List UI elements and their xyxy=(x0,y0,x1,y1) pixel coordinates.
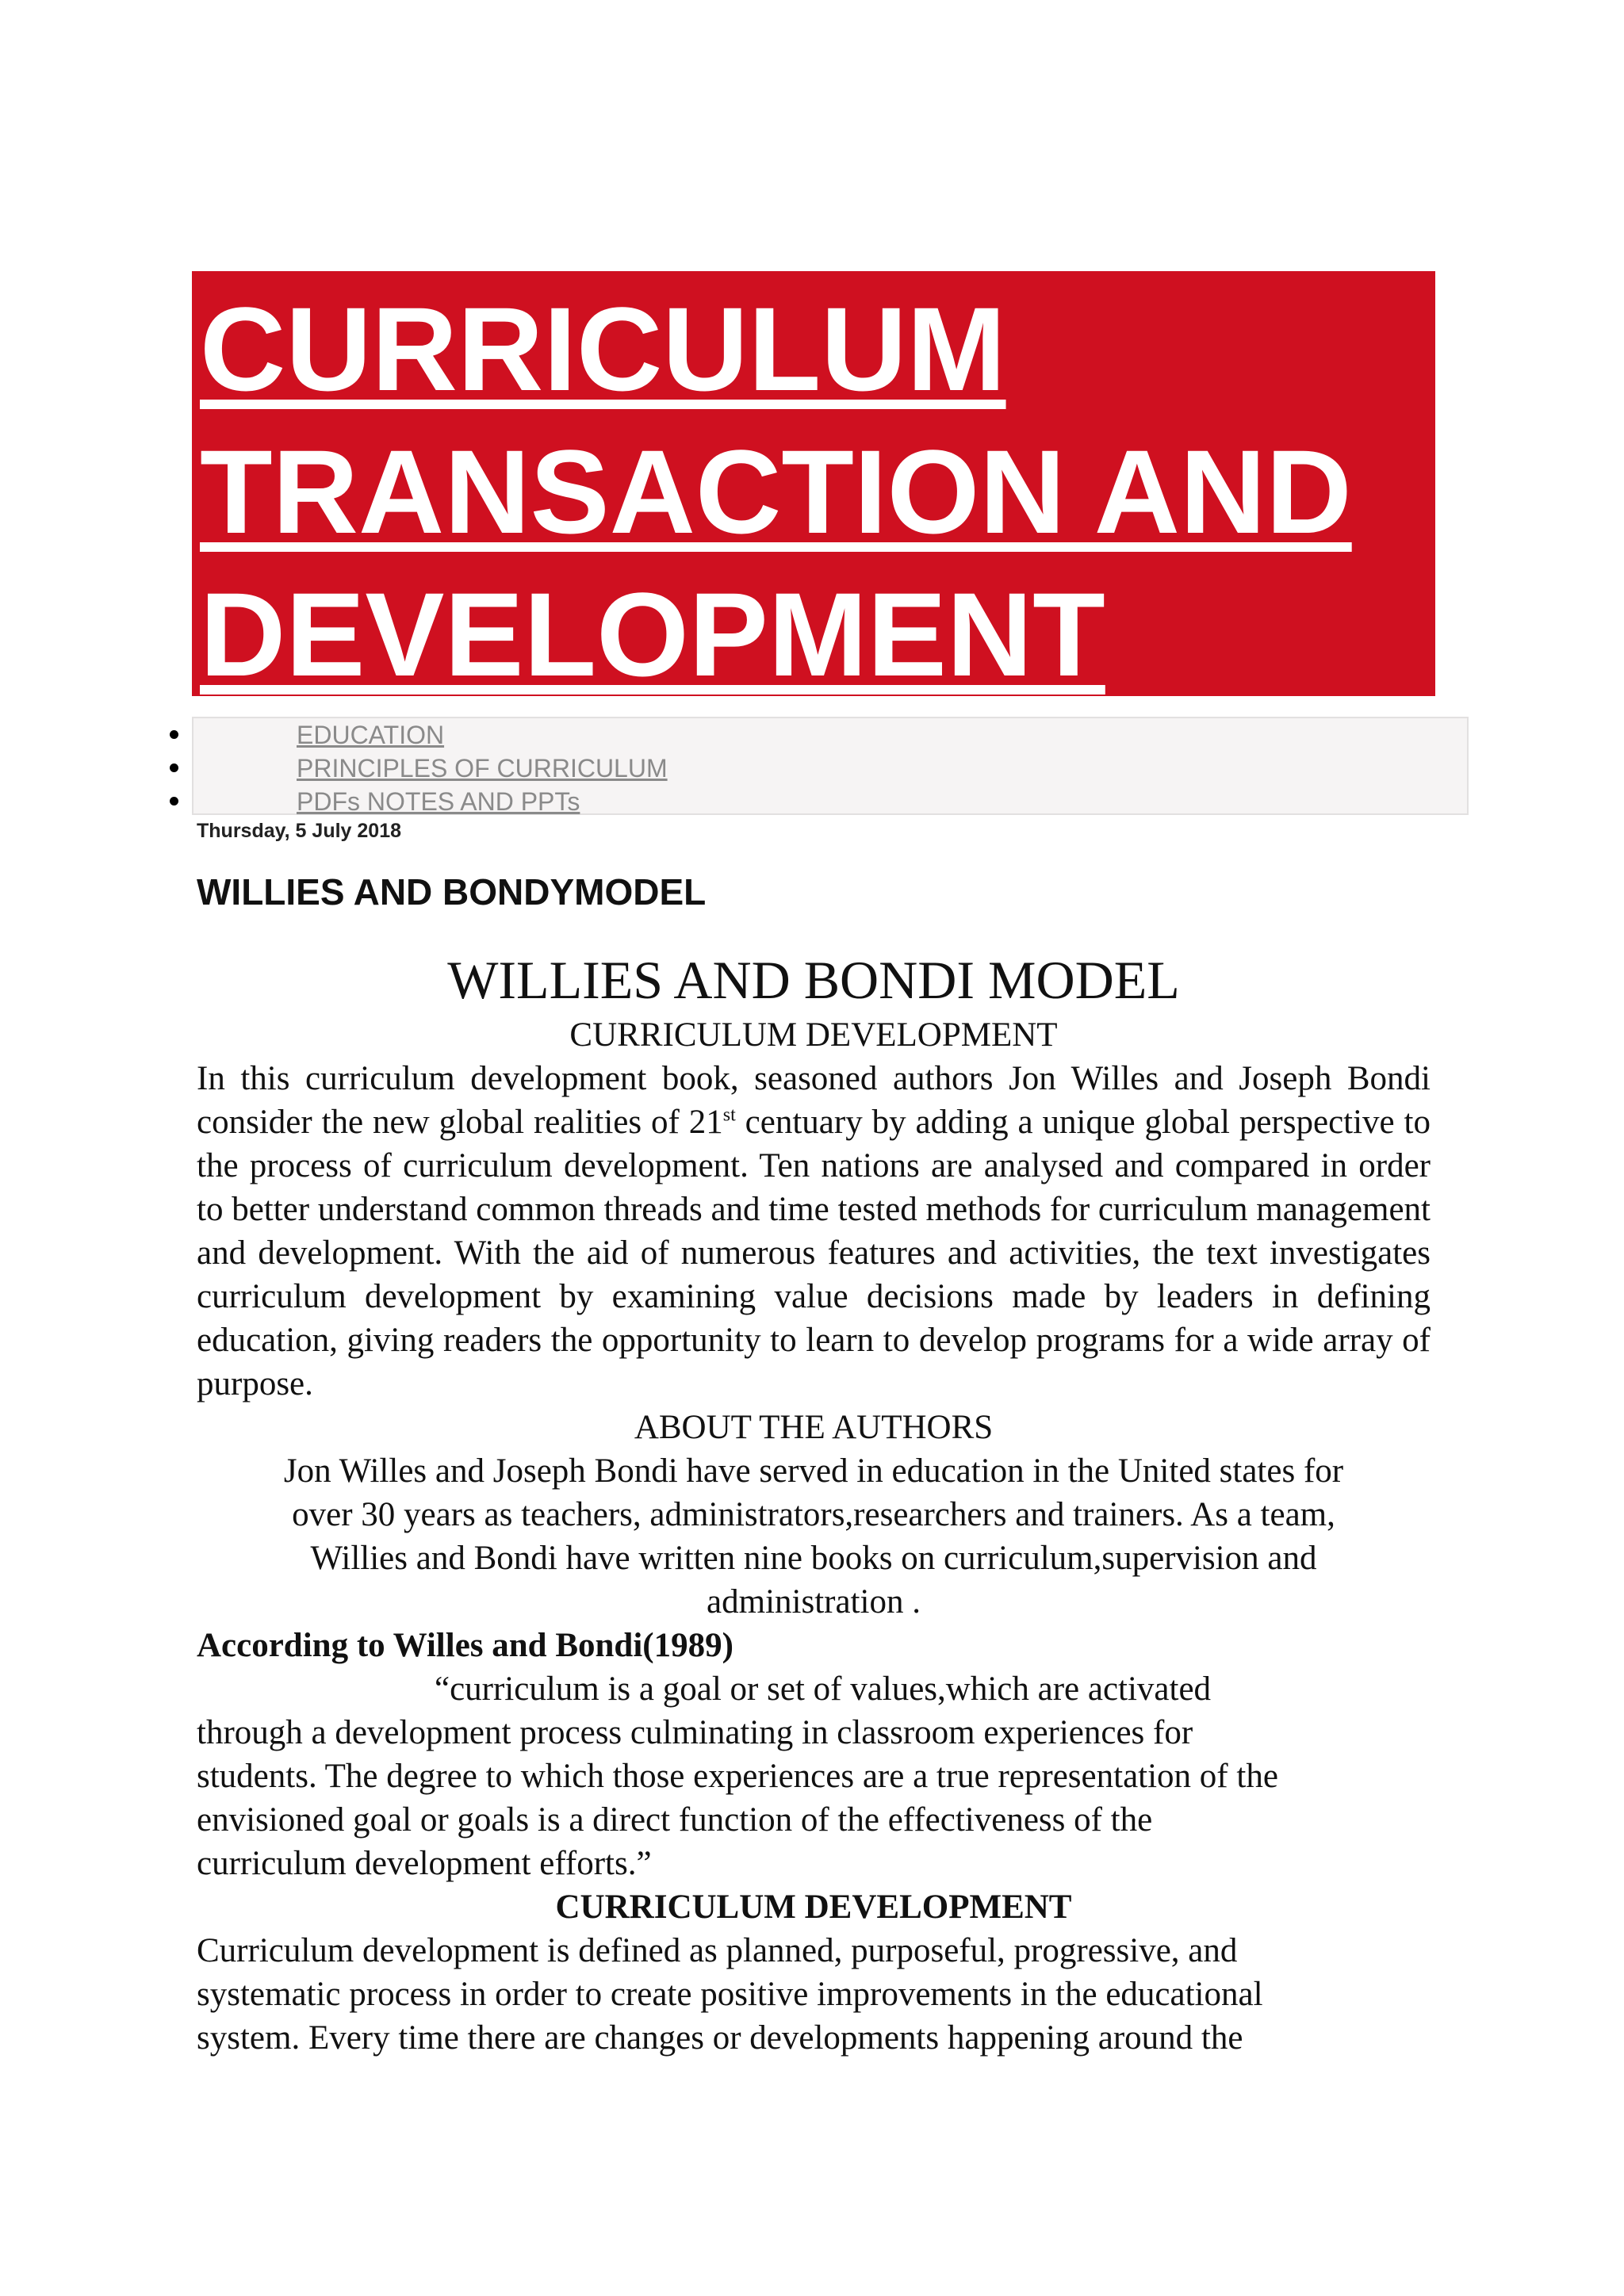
nav-item-principles-of-curriculum xyxy=(193,752,1467,785)
quote-line-4: envisioned goal or goals is a direct function of the effectiveness of the xyxy=(197,1801,1153,1839)
nav-link-principles-of-curriculum[interactable]: PRINCIPLES OF CURRICULUM xyxy=(297,754,668,783)
blog-title-link[interactable] xyxy=(200,282,1352,701)
blog-title-line-2: TRANSACTION AND xyxy=(200,425,1352,558)
bullet-icon xyxy=(170,763,178,772)
bullet-icon xyxy=(170,797,178,806)
document-subtitle: CURRICULUM DEVELOPMENT xyxy=(569,1016,1058,1054)
about-authors-heading: ABOUT THE AUTHORS xyxy=(634,1409,994,1446)
nav-menu xyxy=(192,717,1469,815)
nav-item-pdfs-notes xyxy=(193,785,1467,818)
quote-line-1: “curriculum is a goal or set of values,which are activated xyxy=(435,1670,1212,1708)
about-authors-line-2: over 30 years as teachers, administrators,researchers and trainers. As a team, xyxy=(292,1496,1335,1533)
quote-line-2: through a development process culminating in classroom experiences for xyxy=(197,1714,1193,1751)
blog-title-line-1: CURRICULUM xyxy=(200,282,1006,415)
quote-line-3: students. The degree to which those experiences are a true representation of the xyxy=(197,1758,1278,1795)
curriculum-development-line-2: systematic process in order to create positive improvements in the educational xyxy=(197,1976,1263,2013)
intro-superscript: st xyxy=(722,1104,736,1126)
quote-line-5: curriculum development efforts.” xyxy=(197,1845,652,1882)
curriculum-development-heading: CURRICULUM DEVELOPMENT xyxy=(555,1888,1072,1926)
nav-item-education xyxy=(193,718,1467,752)
intro-paragraph xyxy=(197,1057,1431,1406)
blog-title-line-3: DEVELOPMENT xyxy=(200,568,1105,701)
nav-list xyxy=(193,718,1467,818)
blog-title xyxy=(200,277,1427,706)
curriculum-development-line-1: Curriculum development is defined as planned, purposeful, progressive, and xyxy=(197,1932,1238,1969)
about-authors-line-4: administration . xyxy=(707,1583,921,1621)
intro-text-part-1: In this curriculum development book, seasoned authors Jon Willes and Joseph Bondi consider the new global realities of 21 xyxy=(197,1060,1431,1141)
document-title: WILLIES AND BONDI MODEL xyxy=(447,950,1180,1010)
curriculum-development-line-3: system. Every time there are changes or developments happening around the xyxy=(197,2019,1243,2057)
bullet-icon xyxy=(170,730,178,739)
nav-link-pdfs-notes[interactable]: PDFs NOTES AND PPTs xyxy=(297,787,580,816)
intro-text-part-2: centuary by adding a unique global perspective to the process of curriculum development. Ten nations are analysed and compared in order to better understand common threads and time tested methods for curriculum management and development. With the aid of numerous features and activities, the text investigates curriculum development by examining value decisions made by leaders in defining education, giving readers the opportunity to learn to develop programs for a wide array of purpose. xyxy=(197,1104,1431,1402)
post-title: WILLIES AND BONDYMODEL xyxy=(197,871,707,913)
blog-header-banner xyxy=(192,271,1435,701)
about-authors-line-3: Willies and Bondi have written nine books on curriculum,supervision and xyxy=(310,1540,1317,1577)
about-authors-line-1: Jon Willes and Joseph Bondi have served in education in the United states for xyxy=(283,1452,1344,1490)
post-body xyxy=(197,947,1431,2060)
nav-link-education[interactable]: EDUCATION xyxy=(297,721,445,749)
according-heading: According to Willes and Bondi(1989) xyxy=(197,1627,733,1664)
post-date: Thursday, 5 July 2018 xyxy=(197,820,401,842)
